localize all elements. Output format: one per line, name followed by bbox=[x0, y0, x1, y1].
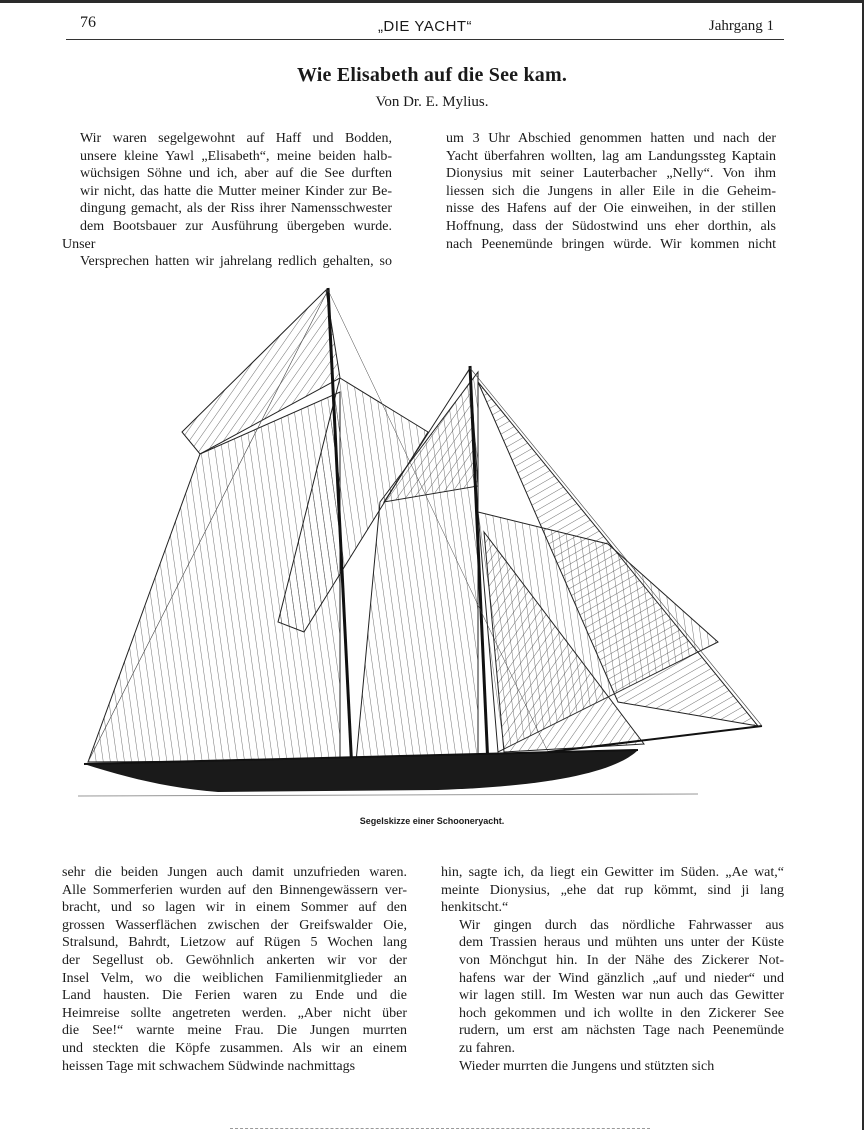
text-line: grossen Wasserflächen zwischen der Greifswalder Oie, bbox=[62, 917, 407, 933]
text-line: und steckten die Köpfe zusammen. Als wir an einem bbox=[62, 1040, 407, 1056]
text-line: heissen Tage mit schwachem Südwinde nachmittags bbox=[62, 1058, 356, 1074]
page-number: 76 bbox=[80, 14, 96, 31]
text-line: die See!“ warnte meine Frau. Die Jungen murrten bbox=[62, 1023, 407, 1039]
text-line: um 3 Uhr Abschied genommen hatten und nach der bbox=[446, 131, 776, 146]
footer-rule bbox=[230, 1128, 650, 1129]
text-line: wir nicht, das hatte die Mutter meiner Kinder zur Be- bbox=[80, 183, 392, 199]
paragraph bbox=[441, 1058, 784, 1076]
text-line: dem Bootsbauer zur Ausführung übergeben wurde. Unser bbox=[62, 218, 392, 252]
text-line: wir lagen still. Im Westen war nun auch das Gewitter bbox=[459, 988, 784, 1004]
text-line: Yacht überfahren wollten, lag am Landungssteg Kaptain bbox=[446, 148, 776, 164]
running-header bbox=[66, 14, 784, 40]
text-line: Stralsund, Bahrdt, Lietzow auf Rügen 5 Wochen lang bbox=[62, 935, 407, 951]
text-line: zu fahren. bbox=[459, 1040, 515, 1056]
text-line: henkitscht.“ bbox=[441, 900, 509, 916]
text-line: Hoffnung, dass der Südostwind uns eher dorthin, als bbox=[446, 218, 776, 234]
text-line: Insel Velm, wo die weiblichen Familienmitglieder an bbox=[62, 970, 407, 986]
text-line: Heimreise sollte angetreten werden. „Aber nicht über bbox=[62, 1005, 407, 1021]
text-line: Alle Sommerferien wurden auf den Binnengewässern ver- bbox=[62, 882, 407, 898]
page-edge-top bbox=[0, 0, 864, 3]
column-bottom-left bbox=[62, 864, 407, 1075]
paragraph bbox=[441, 864, 784, 917]
article-title: Wie Elisabeth auf die See kam. bbox=[296, 64, 568, 86]
text-line: der Segellust ob. Gewöhnlich ankerten wir vor der bbox=[62, 952, 407, 968]
text-line: Wieder murrten die Jungens und stützten sich bbox=[459, 1058, 715, 1074]
paragraph bbox=[441, 917, 784, 1058]
text-line: Dionysius mit seiner Lauterbacher „Nelly“. Von ihm bbox=[446, 166, 776, 182]
text-line: Land hausten. Die Ferien waren zu Ende und die bbox=[62, 988, 407, 1004]
text-line: wüchsigen Söhne und ich, aber auf die See durften bbox=[80, 166, 392, 182]
text-line: meinte Dionysius, „ehe dat rup kömmt, sind ji lang bbox=[441, 882, 784, 898]
text-line: hin, sagte ich, da liegt ein Gewitter im Süden. „Ae wat,“ bbox=[441, 865, 784, 880]
paragraph bbox=[62, 864, 407, 1075]
text-line: sehr die beiden Jungen auch damit unzufrieden waren. bbox=[62, 865, 407, 880]
header-rule bbox=[66, 39, 784, 40]
column-top-left bbox=[62, 130, 392, 271]
text-line: bracht, und so lagen wir in einem Sommer auf den bbox=[62, 900, 407, 916]
paragraph bbox=[446, 130, 776, 253]
text-line: nisse des Hafens auf der Oie einweihen, in der stillen bbox=[446, 201, 776, 217]
text-line: Versprechen hatten wir jahrelang redlich gehalten, so bbox=[80, 254, 392, 270]
figure-caption: Segelskizze einer Schooneryacht. bbox=[359, 816, 505, 826]
text-line: Wir gingen durch das nördliche Fahrwasser aus bbox=[459, 917, 784, 933]
article-author: Von Dr. E. Mylius. bbox=[375, 94, 489, 110]
paragraph bbox=[62, 130, 392, 271]
schooner-sail-sketch bbox=[78, 282, 778, 802]
text-line: hafens war der Wind gänzlich „auf und nieder“ und bbox=[459, 970, 784, 986]
text-line: rudern, um erst am nächsten Tage nach Peenemünde bbox=[459, 1023, 784, 1039]
text-line: nach Peenemünde bringen würde. Wir kommen nicht bbox=[446, 236, 776, 252]
text-line: von Mönchgut hin. In der Nähe des Zickerer Not- bbox=[459, 952, 784, 968]
column-bottom-right bbox=[441, 864, 784, 1075]
text-line: dem Trassien heraus und mühten uns unter der Küste bbox=[459, 935, 784, 951]
volume-label: Jahrgang 1 bbox=[708, 18, 774, 34]
text-line: dingung gemacht, als der Riss ihrer Namensschwester bbox=[80, 201, 392, 217]
text-line: unsere kleine Yawl „Elisabeth“, meine beiden halb- bbox=[80, 148, 392, 164]
text-line: hoch gekommen und ich wollte in den Zickerer See bbox=[459, 1005, 784, 1021]
magazine-title: „DIE YACHT“ bbox=[377, 18, 473, 35]
water-line bbox=[78, 794, 698, 796]
text-line: Wir waren segelgewohnt auf Haff und Bodden, bbox=[80, 131, 392, 146]
text-line: liessen sich die Jungens in aller Eile in die Geheim- bbox=[446, 183, 776, 199]
column-top-right bbox=[446, 130, 776, 253]
